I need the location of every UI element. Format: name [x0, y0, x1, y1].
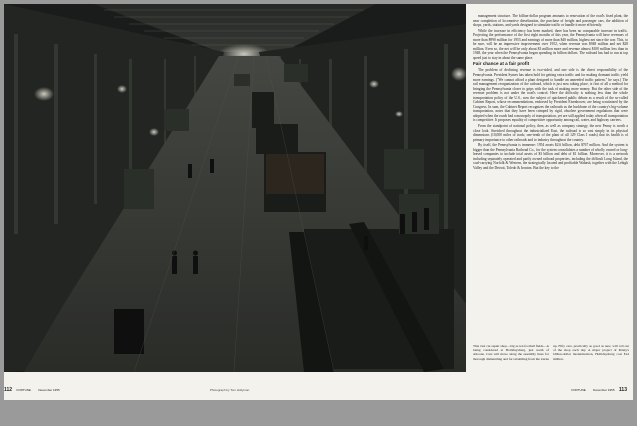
photo-credit: Photograph by Tom Hollyman — [210, 388, 250, 392]
photo-illustration — [4, 4, 466, 372]
article-subheading: Fair chance at a fair profit — [473, 61, 530, 67]
right-magazine-name: FORTUNE — [571, 388, 586, 392]
magazine-spread — [4, 4, 633, 400]
left-issue-date: December 1955 — [38, 388, 60, 392]
car-repair-shop-photo — [4, 4, 466, 372]
left-folio — [4, 387, 63, 393]
article-paragraph: From the standpoint of national policy, then, as well as company strategy, the new Penny is worth a close look. Stretched throughout the industrialized East, the railroad is so vast simply in its physical dimensions (10,000 miles of track; one-tenth of the plant of all 129 Class I roads) that its health is of primary importance to other railroads and to industry throughout the country. — [473, 124, 628, 142]
photo-caption: This vast car-repair shop—big as ten football fields—is being considered at Hollidaysburg, just south of Altoona. Cars will move along the assembly lines for thorough dismantling and for rebuilding from the trucks up. Fifty cars, practically as good as new, will roll out of the shop each day. A major project of Penny's billion-dollar modernization, Hollidaysburg cost $14 million. — [473, 344, 629, 361]
right-folio — [568, 387, 627, 393]
article-paragraph: management structure. The billion-dollar program amounts to renovation of the road's fixed plant, the near completion of locomotive dieselization, the purchase of freight and passenger cars, the addition of shops, yards, stations, and yards designed to stimulate traffic or handle it more efficiently. — [473, 14, 628, 28]
article-paragraph: By itself, the Pennsylvania is immense: 1954 assets $2.6 billion, debt $767 million. And the system is bigger than the Pennsylvania Railroad Co., for the system consolidates a number of wholly owned or long-leased companies to include total assets of $3 billion and debt of $1 billion. Moreover, it is a network including separately operated and partly owned railroad properties, including the difficult Long Island, the coal-carrying Norfolk & Western, the strategically located and profitable Wabash, together with the Lehigh Valley and the Detroit, Toledo & Ironton. But the key to the — [473, 143, 628, 170]
left-page-number: 112 — [4, 387, 13, 393]
article-paragraph: While the increase in efficiency has been marked, there has been no comparable increase in traffic. Projecting the performance of the first eight months of this year, the Pennsylvania will have revenues of more than $990 million for 1953 and earnings of more than $40 million, highest net since the war. This, to be sure, will be an impressive improvement over 1952, when revenue was $948 million and net $28 million. Even so, the net will be only about $3 million more and revenue almost $100 million less than in 1948, the year when the Pennsylvania began spending its billion dollars. The railroad has had to run at top speed just to stay in about the same place. — [473, 28, 628, 60]
right-issue-date: December 1955 — [593, 388, 615, 392]
article-paragraph: The problem of declining revenue is two-sided, and one side is the direct responsibility of the Pennsylvania. President Symes has taken hold for getting extra traffic and for making dormant traffic yield more earnings. ("We cannot afford a plant designed to handle an unneeded traffic pattern," he says.) The rail management reorganization of the railroad, which is just now taking place, is first of all a method for bringing the Pennsylvania closer to grips with the task of making more money. But the other side of the revenue problem is not under the road's control. Here the difficulty is nothing less than the whole transportation policy of the U.S., now the subject of quickened public debate as a result of the so-called Cabinet Report, whose recommendations, endorsed by President Eisenhower, are being scrutinized by the Congress. In sum, the Cabinet Report recognizes the railroads as the backbone of the country's big-volume transportation, notes that they have been crimped by rigid, obsolete government regulations that were adopted when the roads had a monopoly of transportation, yet are still applied today when all transportation is competitive. It proposes equality of competitive opportunity among rail, water, and highway carriers. — [473, 68, 628, 123]
article-text — [473, 14, 628, 342]
right-page-number: 113 — [618, 387, 627, 393]
left-magazine-name: FORTUNE — [16, 388, 31, 392]
